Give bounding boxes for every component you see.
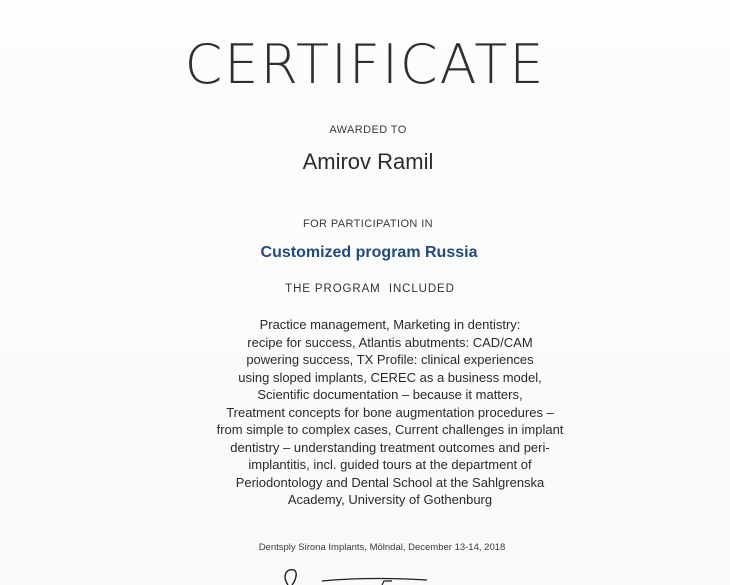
program-line: Academy, University of Gothenburg — [287, 492, 493, 507]
program-line: Scientific documentation – because it matters, — [257, 387, 523, 402]
signature-mark — [262, 564, 462, 585]
program-description — [180, 316, 600, 509]
recipient-name: Amirov Ramil — [302, 149, 434, 174]
program-line: from simple to complex cases, Current challenges in implant — [216, 422, 564, 437]
program-line: Treatment concepts for bone augmentation procedures – — [226, 404, 554, 420]
participation-label: FOR PARTICIPATION IN — [302, 218, 434, 230]
program-line: implantitis, incl. guided tours at the department of — [248, 457, 532, 472]
certificate-title: CERTIFICATE — [184, 33, 546, 96]
awarded-to-label: AWARDED TO — [329, 124, 407, 136]
program-included-label: THE PROGRAM INCLUDED — [285, 283, 455, 295]
certificate-footer: Dentsply Sirona Implants, Mölndal, December 13-14, 2018 — [258, 542, 506, 553]
program-name: Customized program Russia — [260, 244, 478, 261]
program-line: recipe for success, Atlantis abutments: CAD/CAM — [247, 334, 533, 350]
program-line: Practice management, Marketing in dentistry: — [259, 317, 521, 332]
program-line: Periodontology and Dental School at the Sahlgrenska — [235, 474, 545, 490]
program-line: using sloped implants, CEREC as a business model, — [238, 369, 542, 385]
program-line: dentistry – understanding treatment outcomes and peri- — [230, 439, 550, 455]
program-line: powering success, TX Profile: clinical experiences — [246, 352, 534, 367]
